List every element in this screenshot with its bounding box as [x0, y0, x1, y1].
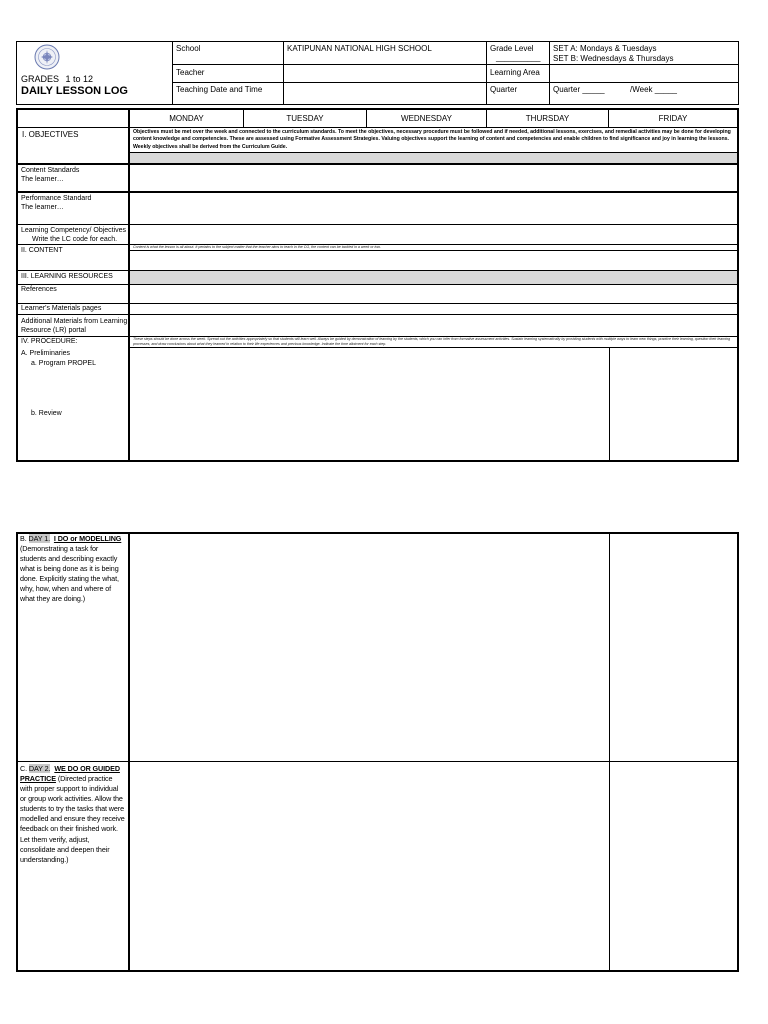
- teaching-date-field[interactable]: [284, 83, 486, 104]
- day2-activities-field[interactable]: [130, 762, 609, 970]
- day-header-thursday: THURSDAY: [525, 114, 570, 123]
- objectives-instructions: Objectives must be met over the week and connected to the curriculum standards. To meet the objectives, necessary procedure must be followed and if needed, additional lessons, exercises, and remedial activities may be done for developing content knowledge and competencies. These are assessed using Formative Assessment Strategies. Valuing objectives support the learning of content and competencies and enable children to find significance and joy in learning the lessons. Weekly objectives shall be derived from the Curriculum Guide.: [133, 129, 731, 150]
- preliminaries-field[interactable]: [130, 348, 609, 460]
- day1-friday-field[interactable]: [610, 534, 737, 761]
- day1-modelling-label: B. DAY 1. I DO or MODELLING (Demonstrating a task for students and describing exactly what is being done as it is being done. Explicitly stating the what, why, how, when and where of what they are doing.): [20, 534, 122, 604]
- references-field[interactable]: [130, 285, 737, 303]
- objectives-label: I. OBJECTIVES: [22, 130, 79, 139]
- performance-standard-field[interactable]: [130, 193, 737, 224]
- performance-standard-label: Performance Standard The learner…: [21, 195, 92, 212]
- procedure-note: These steps should be done across the week. Spread out the activities appropriately so that students will learn well. Always be guided by demonstration of learning by the students, which you can infer from formative assessment activities. Sustain learning systematically by providing students with multiple ways to learn new things, practice their learning, question their learning processes, and draw conclusions about what they learned in relation to their life experiences and previous knowledge. Indicate the time allotment for each step.: [133, 337, 731, 346]
- set-a-schedule: SET A: Mondays & Tuesdays: [553, 44, 657, 53]
- references-label: References: [21, 286, 57, 293]
- content-standards-label: Content Standards The learner…: [21, 167, 80, 184]
- day-header-wednesday: WEDNESDAY: [401, 114, 452, 123]
- day2-title: WE DO OR GUIDED PRACTICE: [20, 764, 120, 784]
- quarter-field[interactable]: Quarter _____: [553, 85, 605, 94]
- content-standards-field[interactable]: [130, 165, 737, 191]
- teacher-field[interactable]: [284, 65, 486, 82]
- teacher-label: Teacher: [176, 68, 205, 77]
- school-label: School: [176, 44, 201, 53]
- competency-label: Learning Competency/ Objectives Write the LC code for each.: [21, 227, 127, 244]
- competency-field[interactable]: [130, 225, 737, 244]
- learners-materials-field[interactable]: [130, 304, 737, 314]
- review-label: b. Review: [31, 410, 62, 417]
- day2-guided-practice-label: C. DAY 2. WE DO OR GUIDED PRACTICE (Directed practice with proper support to individual or group work activities. Allow the students to try the tasks that were modelled and ensure they receive feedback on their finished work. Let them verify, adjust, consolidate and deepen their understanding.): [20, 764, 125, 864]
- program-propel-label: a. Program PROPEL: [31, 360, 96, 367]
- day2-friday-field[interactable]: [610, 762, 737, 970]
- learning-area-label: Learning Area: [490, 68, 540, 77]
- preliminaries-friday-field[interactable]: [610, 348, 737, 460]
- additional-materials-field[interactable]: [130, 315, 737, 336]
- day1-tag: DAY 1.: [28, 534, 51, 543]
- day2-tag: DAY 2.: [28, 764, 51, 773]
- grade-level-label: Grade Level: [490, 44, 534, 53]
- preliminaries-label: A. Preliminaries: [21, 350, 71, 357]
- learners-materials-label: Learner's Materials pages: [21, 305, 102, 312]
- school-value[interactable]: KATIPUNAN NATIONAL HIGH SCHOOL: [287, 44, 432, 53]
- day-header-monday: MONDAY: [169, 114, 204, 123]
- learning-resources-label: III. LEARNING RESOURCES: [21, 273, 113, 280]
- day1-title: I DO or MODELLING: [53, 534, 122, 543]
- content-note: Content is what the lesson is all about. It pertains to the subject matter that the teacher aims to teach in the CG, the content can be tackled in a week or two.: [133, 245, 382, 249]
- learning-area-field[interactable]: [550, 65, 738, 82]
- teaching-date-label: Teaching Date and Time: [176, 85, 263, 94]
- grades-label: GRADES: [21, 74, 60, 84]
- page-title: DAILY LESSON LOG: [21, 85, 128, 97]
- day-header-friday: FRIDAY: [658, 114, 688, 123]
- grades-value: 1 to 12: [65, 74, 94, 84]
- grade-level-blank[interactable]: __________: [496, 53, 541, 62]
- week-field[interactable]: /Week _____: [630, 85, 677, 94]
- day-header-tuesday: TUESDAY: [286, 114, 324, 123]
- day1-activities-field[interactable]: [130, 534, 609, 761]
- content-field[interactable]: [130, 251, 737, 270]
- day2-description: (Directed practice with proper support to individual or group work activities. Allow the students to try the tasks that were modelled and ensure they receive feedback on their finished work. Let them verify, adjust, consolidate and deepen their understanding.): [20, 774, 125, 864]
- quarter-label: Quarter: [490, 85, 518, 94]
- set-b-schedule: SET B: Wednesdays & Thursdays: [553, 54, 674, 63]
- procedure-label: IV. PROCEDURE:: [21, 338, 78, 345]
- deped-seal-icon: [34, 44, 60, 70]
- additional-materials-label: Additional Materials from Learning Resource (LR) portal: [21, 318, 128, 335]
- day1-description: (Demonstrating a task for students and describing exactly what is being done as it is being done. Explicitly stating the what, why, how, when and where of what they are doing.): [20, 544, 119, 604]
- content-label: II. CONTENT: [21, 247, 63, 254]
